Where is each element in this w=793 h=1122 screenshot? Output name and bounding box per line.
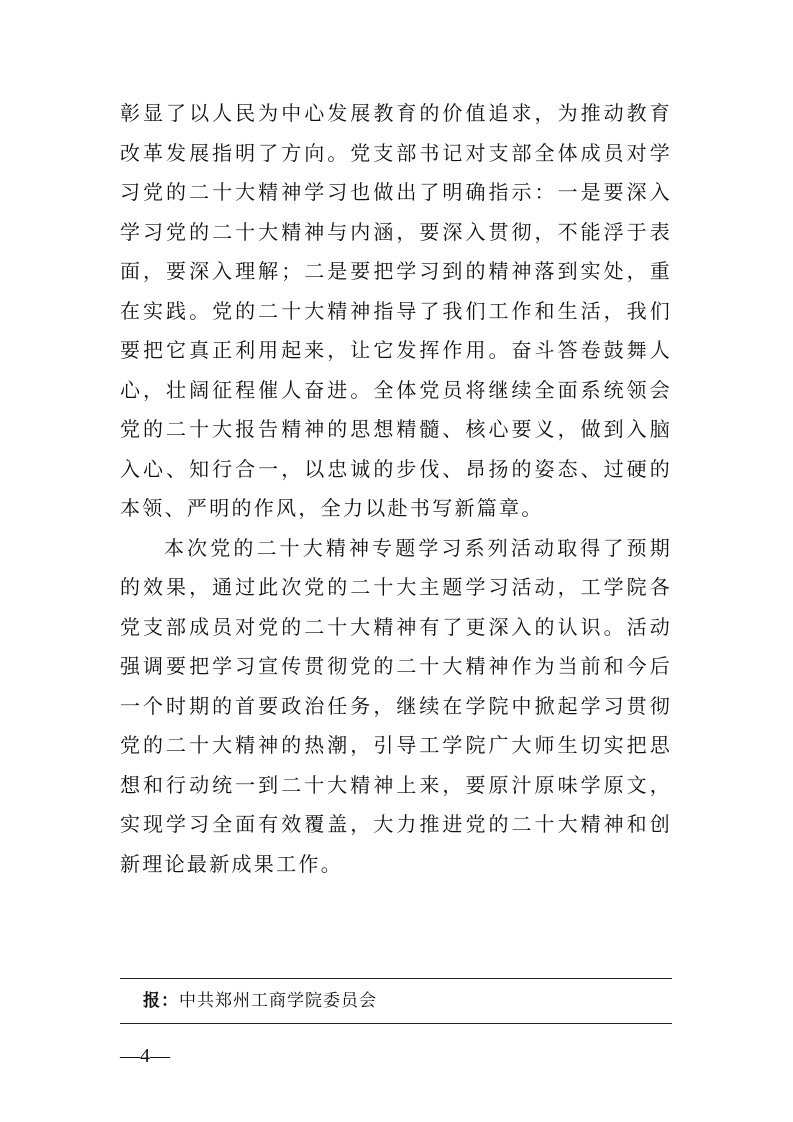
report-label: 报：: [143, 991, 179, 1011]
footer-top-rule: [120, 978, 672, 979]
paragraph-continuation: 彰显了以人民为中心发展教育的价值追求，为推动教育改革发展指明了方向。党支部书记对支部全体成员对学习党的二十大精神学习也做出了明确指示：一是要深入学习党的二十大精神与内涵，要深入贯彻，不能浮于表面，要深入理解；二是要把学习到的精神落到实处，重在实践。党的二十大精神指导了我们工作和生活，我们要把它真正利用起来，让它发挥作用。奋斗答卷鼓舞人心，壮阔征程催人奋进。全体党员将继续全面系统领会党的二十大报告精神的思想精髓、核心要义，做到入脑入心、知行合一，以忠诚的步伐、昂扬的姿态、过硬的本领、严明的作风，全力以赴书写新篇章。: [120, 101, 672, 520]
footer-bottom-rule: [120, 1023, 672, 1024]
report-line: [143, 988, 377, 1014]
paragraph-summary: 本次党的二十大精神专题学习系列活动取得了预期的效果，通过此次党的二十大主题学习活动，工学院各党支部成员对党的二十大精神有了更深入的认识。活动强调要把学习宣传贯彻党的二十大精神作为当前和今后一个时期的首要政治任务，继续在学院中掀起学习贯彻党的二十大精神的热潮，引导工学院广大师生切实把思想和行动统一到二十大精神上来，要原汁原味学原文，实现学习全面有效覆盖，大力推进党的二十大精神和创新理论最新成果工作。: [120, 535, 672, 876]
page-number: —4—: [120, 1045, 170, 1067]
document-body: [120, 94, 672, 884]
report-recipient: 中共郑州工商学院委员会: [179, 991, 377, 1011]
